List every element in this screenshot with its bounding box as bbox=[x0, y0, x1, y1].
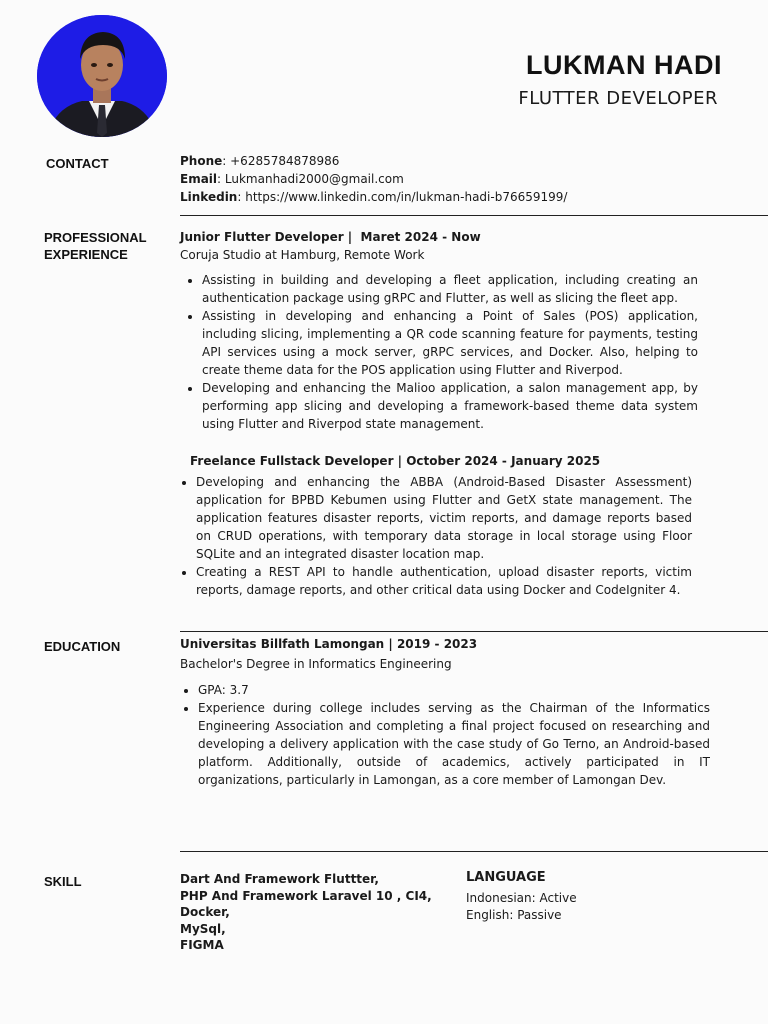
experience-section-label bbox=[44, 229, 147, 263]
skill-section-label: SKILL bbox=[44, 874, 82, 889]
education-bullets bbox=[180, 681, 710, 789]
phone-line bbox=[180, 152, 750, 170]
list-item: • Developing and enhancing the ABBA (Android-Based Disaster Assessment) application for BPBD Kebumen using Flutter and GetX state management. The application features disaster reports, victim reports, and damage reports based on CRUD operations, with temporary data storage in local storage using Floor SQLite and an integrated disaster location map. bbox=[196, 473, 692, 563]
list-item: • Experience during college includes serving as the Chairman of the Informatics Engineering Association and completing a final project focused on researching and developing a delivery application with the case study of Go Terno, an Android-based platform. Additionally, outside of academics, actively participated in IT organizations, particularly in Lamongan, as a core member of Lamongan Dev. bbox=[198, 699, 710, 789]
job-bullets bbox=[180, 271, 698, 433]
divider bbox=[180, 851, 768, 852]
profile-photo bbox=[37, 15, 167, 137]
experience-label-line2: EXPERIENCE bbox=[44, 247, 128, 262]
list-item: • Assisting in building and developing a fleet application, including creating an authentication package using gRPC and Flutter, as well as slicing the fleet app. bbox=[202, 271, 698, 307]
language-section-label: LANGUAGE bbox=[466, 870, 546, 885]
education-block bbox=[180, 635, 710, 789]
skill-list bbox=[180, 871, 450, 954]
list-item: • Developing and enhancing the Malioo application, a salon management app, by performing app slicing and developing a framework-based theme data system using Flutter and Riverpod state management. bbox=[202, 379, 698, 433]
school-name: Universitas Billfath Lamongan | 2019 - 2023 bbox=[180, 637, 478, 651]
linkedin-label: Linkedin bbox=[180, 190, 238, 204]
linkedin-value: : https://www.linkedin.com/in/lukman-hadi-b76659199/ bbox=[237, 190, 568, 204]
person-icon bbox=[37, 15, 167, 137]
email-value: : Lukmanhadi2000@gmail.com bbox=[217, 172, 404, 186]
divider bbox=[180, 631, 768, 632]
candidate-name: LUKMAN HADI bbox=[526, 50, 722, 80]
divider bbox=[180, 215, 768, 216]
skill-item: MySql, bbox=[180, 921, 226, 936]
phone-value: : +6285784878986 bbox=[222, 154, 340, 168]
job-title: Junior Flutter Developer | Maret 2024 - Now bbox=[180, 230, 481, 244]
experience-label-line1: PROFESSIONAL bbox=[44, 230, 147, 245]
language-block bbox=[466, 869, 726, 923]
phone-label: Phone bbox=[180, 154, 223, 168]
candidate-role: FLUTTER DEVELOPER bbox=[518, 88, 718, 109]
list-item: • Assisting in developing and enhancing a Point of Sales (POS) application, including slicing, implementing a QR code scanning feature for payments, testing API services using a mock server, gRPC services, and Docker. Also, helping to create theme data for the POS application using Flutter and Riverpod. bbox=[202, 307, 698, 379]
education-section-label: EDUCATION bbox=[44, 639, 121, 654]
job-entry bbox=[190, 452, 692, 599]
linkedin-line bbox=[180, 188, 750, 206]
skill-item: Docker, bbox=[180, 905, 230, 919]
language-item: Indonesian: Active bbox=[466, 891, 577, 905]
skill-item: FIGMA bbox=[180, 938, 224, 952]
job-company: Coruja Studio at Hamburg, Remote Work bbox=[180, 248, 425, 262]
skill-item: Dart And Framework Fluttter, bbox=[180, 872, 379, 886]
language-item: English: Passive bbox=[466, 907, 562, 922]
contact-section-label: CONTACT bbox=[46, 156, 109, 171]
skill-item: PHP And Framework Laravel 10 , CI4, bbox=[180, 888, 432, 903]
email-line bbox=[180, 170, 750, 188]
job-bullets bbox=[190, 473, 692, 599]
degree: Bachelor's Degree in Informatics Engineering bbox=[180, 657, 452, 671]
list-item: • GPA: 3.7 bbox=[198, 681, 710, 699]
job-title: Freelance Fullstack Developer | October 2024 - January 2025 bbox=[190, 454, 601, 468]
email-label: Email bbox=[180, 172, 218, 186]
contact-block bbox=[180, 152, 750, 206]
job-entry bbox=[180, 228, 698, 433]
list-item: • Creating a REST API to handle authentication, upload disaster reports, victim reports, damage reports, and other critical data using Docker and CodeIgniter 4. bbox=[196, 563, 692, 599]
